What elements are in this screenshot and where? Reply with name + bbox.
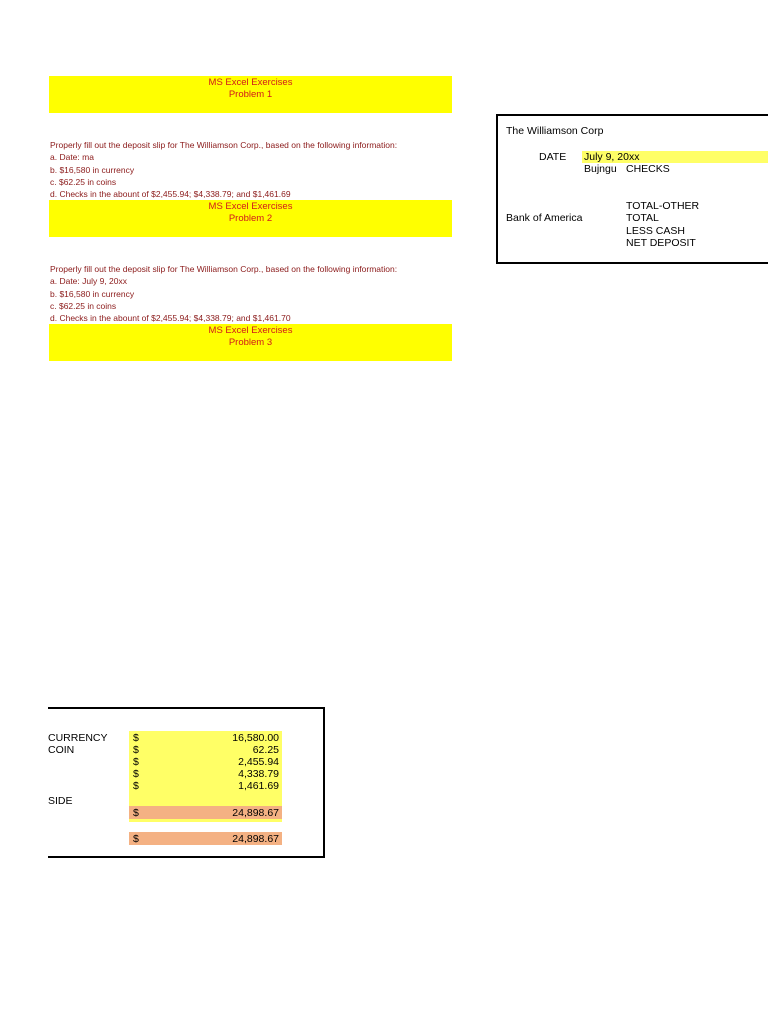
amount-value[interactable]: 1,461.69: [238, 780, 279, 792]
problem-1-instructions: [50, 139, 470, 200]
slip-net-deposit: NET DEPOSIT: [626, 237, 696, 249]
coin-label: COIN: [48, 744, 75, 756]
currency-symbol: $: [133, 756, 139, 768]
problem-3-title: MS Excel Exercises: [208, 325, 293, 336]
slip-bujngu: Bujngu: [584, 163, 617, 175]
slip-bank: Bank of America: [506, 212, 583, 224]
currency-symbol: $: [133, 780, 139, 792]
problem-3-banner: [49, 324, 452, 361]
problem-3-subtitle: Problem 3: [228, 337, 273, 348]
amount-value[interactable]: 62.25: [252, 744, 279, 756]
problem-1-subtitle: Problem 1: [228, 89, 273, 100]
amount-row: [133, 768, 279, 780]
side-label: SIDE: [48, 795, 73, 807]
currency-symbol: $: [133, 807, 139, 819]
currency-symbol: $: [133, 833, 139, 845]
instruction-line: b. $16,580 in currency: [50, 164, 135, 175]
instruction-line: d. Checks in the abount of $2,455.94; $4,338.79; and $1,461.70: [50, 313, 291, 324]
amount-row: [133, 756, 279, 768]
calculation-box: [48, 707, 325, 858]
amount-row: [133, 744, 279, 756]
currency-symbol: $: [133, 744, 139, 756]
instruction-line: a. Date: July 9, 20xx: [50, 276, 128, 287]
amount-value[interactable]: 4,338.79: [238, 768, 279, 780]
instruction-line: d. Checks in the abount of $2,455.94; $4,338.79; and $1,461.69: [50, 189, 291, 200]
problem-1-title: MS Excel Exercises: [208, 77, 293, 88]
instruction-line: c. $62.25 in coins: [50, 176, 117, 187]
currency-symbol: $: [133, 732, 139, 744]
slip-date-label: DATE: [539, 151, 567, 163]
slip-company: The Williamson Corp: [506, 125, 604, 137]
instruction-line: b. $16,580 in currency: [50, 288, 135, 299]
problem-2-subtitle: Problem 2: [228, 213, 273, 224]
slip-less-cash: LESS CASH: [626, 225, 685, 237]
total-row: [133, 833, 279, 845]
total-value[interactable]: 24,898.67: [232, 833, 279, 845]
deposit-slip: [496, 114, 768, 264]
problem-2-instructions: [50, 263, 470, 324]
currency-label: CURRENCY: [48, 732, 108, 744]
subtotal-row: [133, 807, 279, 819]
subtotal-value[interactable]: 24,898.67: [232, 807, 279, 819]
slip-total: TOTAL: [626, 212, 659, 224]
instruction-line: Properly fill out the deposit slip for The Williamson Corp., based on the following information:: [50, 140, 398, 150]
instruction-line: Properly fill out the deposit slip for The Williamson Corp., based on the following information:: [50, 264, 398, 274]
amount-row: [133, 732, 279, 744]
slip-total-other: TOTAL-OTHER: [626, 200, 700, 212]
problem-2-banner: [49, 200, 452, 237]
slip-checks-label: CHECKS: [626, 163, 670, 175]
currency-symbol: $: [133, 768, 139, 780]
amount-row: [133, 780, 279, 792]
amount-value[interactable]: 2,455.94: [238, 756, 279, 768]
instruction-line: a. Date: ma: [50, 152, 94, 163]
problem-1-banner: [49, 76, 452, 113]
amount-value[interactable]: 16,580.00: [232, 732, 279, 744]
slip-date-value[interactable]: July 9, 20xx: [582, 151, 768, 163]
instruction-line: c. $62.25 in coins: [50, 300, 117, 311]
problem-2-title: MS Excel Exercises: [208, 201, 293, 212]
